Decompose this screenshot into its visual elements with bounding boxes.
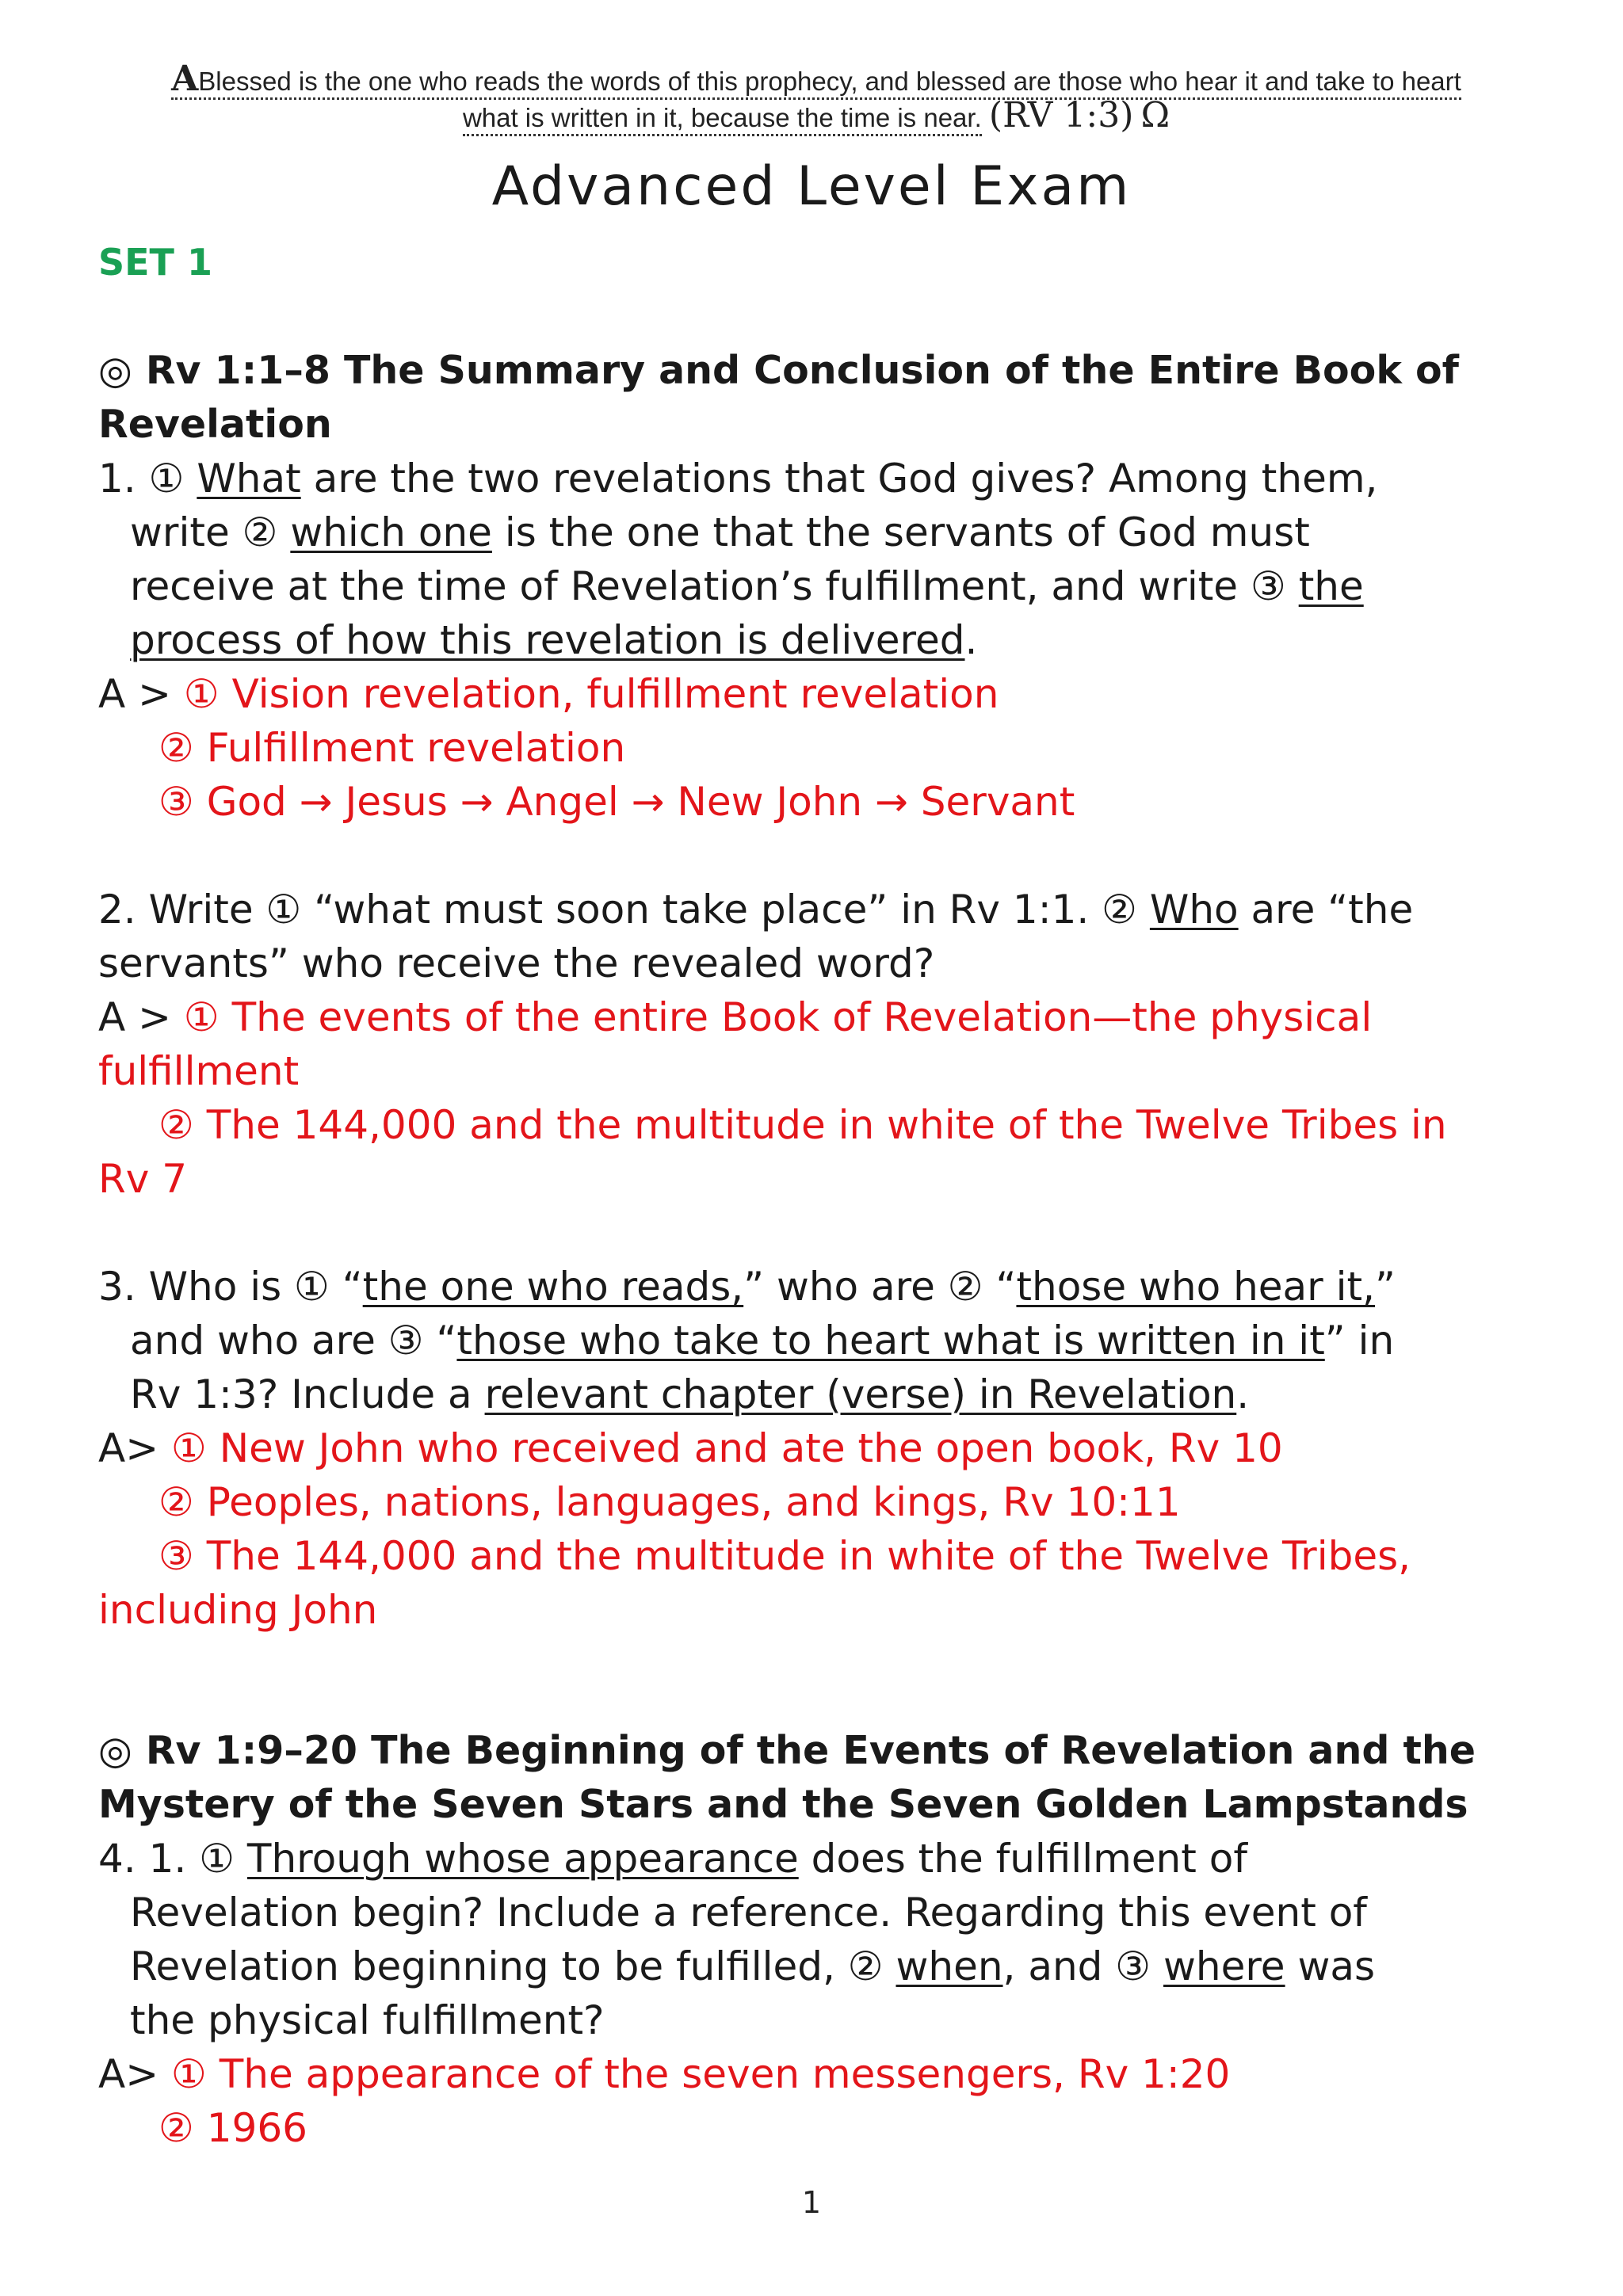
answer-text: ② The 144,000 and the multitude in white of the Twelve Tribes in: [158, 1102, 1447, 1148]
section-heading-2-line-2: Mystery of the Seven Stars and the Seven Golden Lampstands: [98, 1782, 1468, 1827]
omega-symbol: Ω: [1140, 95, 1170, 135]
answer-prefix: A >: [98, 994, 184, 1040]
answer-text: ② Fulfillment revelation: [158, 725, 626, 771]
q3-text: ”: [1375, 1264, 1396, 1310]
answer-3-line-4: [98, 1583, 1541, 1637]
q1-text: write ②: [130, 509, 291, 555]
q3-underline: relevant chapter (verse) in Revelation: [484, 1371, 1237, 1417]
q3-underline: those who take to heart what is written in it: [456, 1318, 1325, 1363]
q4-text: does the fulfillment of: [798, 1836, 1247, 1882]
q3-text: and who are ③ “: [130, 1318, 457, 1363]
answer-text: ③ God → Jesus → Angel → New John → Servant: [158, 779, 1075, 825]
q4-underline: when: [896, 1943, 1003, 1989]
spacer: [98, 1637, 1541, 1724]
question-1-line-1: [98, 452, 1541, 505]
answer-text: ③ The 144,000 and the multitude in white of the Twelve Tribes,: [158, 1533, 1411, 1579]
answer-4-line-1: [98, 2047, 1541, 2101]
q4-text: , and ③: [1002, 1943, 1163, 1989]
header-line-2: [463, 102, 982, 136]
answer-text: ① Vision revelation, fulfillment revelation: [183, 671, 999, 717]
q1-underline: which one: [290, 509, 492, 555]
question-3-line-3: [98, 1367, 1541, 1421]
section-heading-1-cont: [98, 398, 1541, 452]
q2-text: 2. Write ① “what must soon take place” in Rv 1:1. ②: [98, 887, 1150, 933]
answer-2-line-4: [98, 1152, 1541, 1206]
answer-prefix: A>: [98, 1425, 171, 1471]
answer-text: ① The events of the entire Book of Revelation—the physical: [183, 994, 1373, 1040]
q4-text: the physical fulfillment?: [130, 1997, 605, 2043]
header-initial: A: [171, 59, 199, 99]
answer-2-line-1: [98, 990, 1541, 1044]
answer-3-line-2: [98, 1475, 1541, 1529]
q1-text: are the two revelations that God gives? Among them,: [300, 456, 1378, 502]
page-title: Advanced Level Exam: [491, 155, 1132, 218]
q1-underline: process of how this revelation is delivered: [130, 617, 965, 663]
q4-text: 4. 1. ①: [98, 1836, 247, 1882]
answer-prefix: A>: [98, 2051, 171, 2097]
answer-text: fulfillment: [98, 1048, 300, 1094]
answer-1-line-3: [98, 775, 1541, 829]
question-4-line-3: [98, 1939, 1541, 1993]
answer-text: ① The appearance of the seven messengers, Rv 1:20: [171, 2051, 1231, 2097]
set-label: SET 1: [98, 241, 212, 284]
answer-2-line-2: [98, 1044, 1541, 1098]
answer-text: including John: [98, 1587, 378, 1633]
q3-underline: those who hear it,: [1016, 1264, 1376, 1310]
spacer: [98, 829, 1541, 883]
exam-content: [98, 344, 1541, 2155]
answer-1-line-2: [98, 721, 1541, 775]
q1-text: 1. ①: [98, 456, 197, 502]
answer-1-line-1: [98, 667, 1541, 721]
answer-2-line-3: [98, 1098, 1541, 1152]
question-3-line-2: [98, 1314, 1541, 1367]
answer-text: ② Peoples, nations, languages, and kings, Rv 10:11: [158, 1479, 1181, 1525]
header-line-1: [171, 59, 1461, 100]
question-1-line-3: [98, 559, 1541, 613]
q3-underline: the one who reads,: [362, 1264, 744, 1310]
q3-text: .: [1236, 1371, 1250, 1417]
answer-prefix: A >: [98, 671, 184, 717]
q1-text: is the one that the servants of God must: [491, 509, 1310, 555]
answer-text: Rv 7: [98, 1156, 188, 1202]
q3-text: ” in: [1324, 1318, 1395, 1363]
q1-text: .: [964, 617, 978, 663]
answer-3-line-1: [98, 1421, 1541, 1475]
q2-text: are “the: [1238, 887, 1414, 933]
section-heading-1-line-1: ◎ Rv 1:1–8 The Summary and Conclusion of the Entire Book of: [98, 348, 1459, 393]
q4-underline: Through whose appearance: [246, 1836, 799, 1882]
question-4-line-4: [98, 1993, 1541, 2047]
answer-text: ① New John who received and ate the open book, Rv 10: [171, 1425, 1283, 1471]
section-heading-2: [98, 1724, 1541, 1778]
q1-underline: What: [197, 456, 301, 502]
section-heading-2-line-1: ◎ Rv 1:9–20 The Beginning of the Events of Revelation and the: [98, 1728, 1476, 1773]
q3-text: 3. Who is ① “: [98, 1264, 363, 1310]
question-1-line-4: [98, 613, 1541, 667]
spacer: [98, 1206, 1541, 1260]
question-1-line-2: [98, 505, 1541, 559]
q4-text: Revelation begin? Include a reference. Regarding this event of: [130, 1890, 1367, 1936]
section-heading-1: [98, 344, 1541, 398]
answer-text: ② 1966: [158, 2105, 307, 2151]
q2-underline: Who: [1149, 887, 1239, 933]
header-text-2: what is written in it, because the time is near.: [462, 103, 982, 132]
answer-3-line-3: [98, 1529, 1541, 1583]
question-4-line-1: [98, 1832, 1541, 1886]
q2-text: servants” who receive the revealed word?: [98, 940, 935, 986]
answer-4-line-2: [98, 2101, 1541, 2155]
section-heading-1-line-2: Revelation: [98, 402, 332, 447]
q1-text: receive at the time of Revelation’s fulfillment, and write ③: [130, 563, 1299, 609]
section-heading-2-cont: [98, 1778, 1541, 1832]
q3-text: ” who are ② “: [743, 1264, 1017, 1310]
q4-text: was: [1285, 1943, 1376, 1989]
question-2-line-1: [98, 883, 1541, 936]
page-number: 1: [801, 2185, 822, 2220]
scripture-header: [127, 59, 1506, 136]
question-4-line-2: [98, 1886, 1541, 1939]
question-3-line-1: [98, 1260, 1541, 1314]
q3-text: Rv 1:3? Include a: [130, 1371, 485, 1417]
question-2-line-2: [98, 936, 1541, 990]
header-reference: (RV 1:3): [988, 95, 1134, 135]
q4-text: Revelation beginning to be fulfilled, ②: [130, 1943, 896, 1989]
header-text-1: Blessed is the one who reads the words of this prophecy, and blessed are those who hear it and take to heart: [198, 67, 1461, 96]
q1-underline: the: [1298, 563, 1364, 609]
q4-underline: where: [1163, 1943, 1285, 1989]
